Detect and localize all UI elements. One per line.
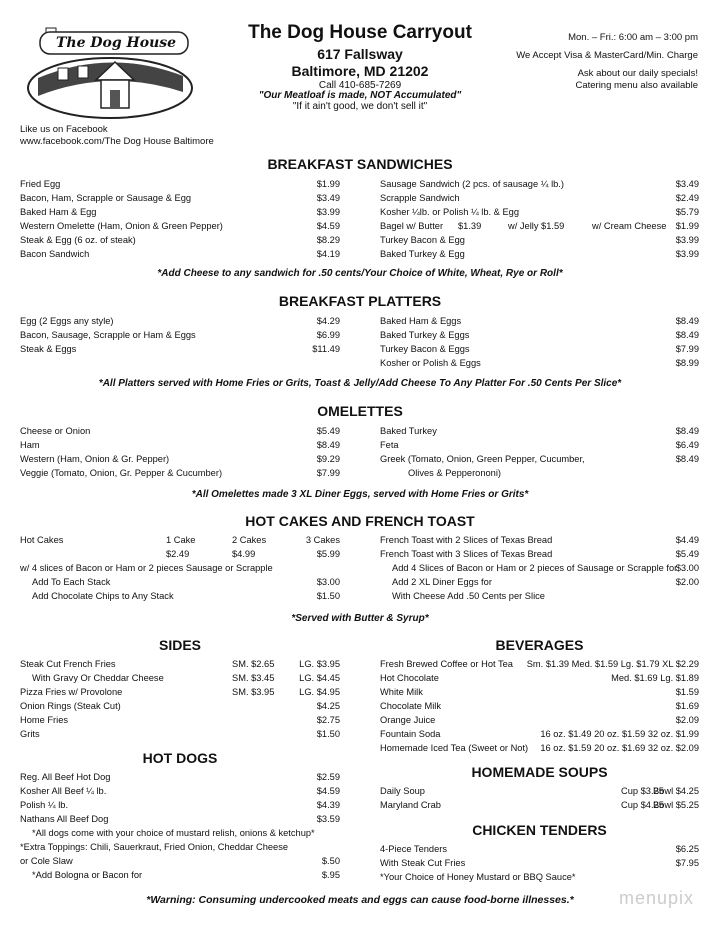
menu-item	[20, 770, 340, 784]
item-name: Fried Egg	[20, 179, 61, 189]
item-name: Steak & Eggs	[20, 344, 77, 354]
item-name: Nathans All Beef Dog	[20, 814, 109, 824]
item-price: $3.59	[316, 814, 340, 824]
item-name: Hot Chocolate	[380, 673, 439, 683]
menu-item: Turkey Bacon & Egg $3.99	[380, 235, 699, 245]
menu-item: Daily Soup Cup $3.25 Bowl $4.25	[380, 786, 699, 796]
menu-item: Add Chocolate Chips to Any Stack $1.50	[32, 591, 340, 601]
menu-item	[20, 219, 340, 233]
item-name: Kosher All Beef ¼ lb.	[20, 786, 107, 796]
item-name: Kosher or Polish & Eggs	[380, 358, 481, 368]
menu-item: Baked Turkey $8.49	[380, 426, 699, 436]
item-price: $6.25	[675, 844, 699, 854]
item-price: $1.59	[675, 687, 699, 697]
item-price: $11.49	[312, 344, 340, 354]
phone: Call 410-685-7269	[318, 80, 402, 91]
menu-item	[20, 314, 340, 328]
menu-item: Onion Rings (Steak Cut) $4.25	[20, 701, 340, 711]
specials-info: Ask about our daily specials!	[577, 68, 698, 79]
hotcakes-note: *Served with Butter & Syrup*	[291, 613, 429, 624]
menu-item	[380, 741, 699, 755]
item-price: $8.99	[675, 358, 699, 368]
item-name: Baked Ham & Egg	[20, 207, 97, 217]
item-name: Cheese or Onion	[20, 426, 91, 436]
section-breakfast-platters: BREAKFAST PLATTERS	[278, 293, 442, 309]
slogan-secondary: "If it ain't good, we don't sell it"	[292, 101, 428, 112]
item-name: Bacon, Sausage, Scrapple or Ham & Eggs	[20, 330, 196, 340]
slogan: "Our Meatloaf is made, NOT Accumulated"	[258, 90, 462, 101]
item-name: Steak & Egg (6 oz. of steak)	[20, 235, 136, 245]
menu-item: Kosher ¼lb. or Polish ¼ lb. & Egg $5.79	[380, 207, 699, 217]
item-price: $7.99	[675, 344, 699, 354]
menu-item: Add To Each Stack $3.00	[32, 577, 340, 587]
item-price: $3.49	[316, 193, 340, 203]
item-price: $8.49	[675, 316, 699, 326]
item-name: Fresh Brewed Coffee or Hot Tea	[380, 659, 513, 669]
hotcakes-header-row: Hot Cakes 1 Cake 2 Cakes 3 Cakes	[20, 535, 340, 545]
menu-item	[20, 452, 340, 466]
menu-item	[20, 191, 340, 205]
item-name: With Steak Cut Fries	[380, 858, 466, 868]
address-street: 617 Fallsway	[317, 46, 403, 62]
item-name: Western (Ham, Onion & Gr. Pepper)	[20, 454, 170, 464]
item-price: 16 oz. $1.49 20 oz. $1.59 32 oz. $1.99	[540, 729, 699, 739]
item-price: 16 oz. $1.59 20 oz. $1.69 32 oz. $2.09	[540, 743, 699, 753]
facebook-label: Like us on Facebook	[20, 124, 108, 135]
platters-note: *All Platters served with Home Fries or Grits, Toast & Jelly/Add Cheese To Any Platter For .50 Cents Per Slice*	[98, 378, 622, 389]
item-price: $4.59	[316, 786, 340, 796]
section-chicken-tenders: CHICKEN TENDERS	[472, 822, 607, 838]
menu-item: Add 2 XL Diner Eggs for $2.00	[392, 577, 699, 587]
item-price: $8.49	[675, 330, 699, 340]
item-name: Bacon Sandwich	[20, 249, 90, 259]
menu-item	[20, 328, 340, 342]
item-price: $1.99	[316, 179, 340, 189]
item-name: Bacon, Ham, Scrapple or Sausage & Egg	[20, 193, 192, 203]
catering-info: Catering menu also available	[575, 80, 698, 91]
item-name: Baked Turkey & Eggs	[380, 330, 470, 340]
item-name: White Milk	[380, 687, 423, 697]
item-price: $8.29	[316, 235, 340, 245]
item-name: Polish ¼ lb.	[20, 800, 69, 810]
menu-item-cont: Olives & Pepperononi)	[408, 468, 502, 478]
menu-item: Feta $6.49	[380, 440, 699, 450]
section-breakfast-sandwiches: BREAKFAST SANDWICHES	[267, 156, 453, 172]
logo-text: The Dog House	[56, 35, 177, 51]
item-price: Sm. $1.39 Med. $1.59 Lg. $1.79 XL $2.29	[526, 659, 699, 669]
menu-item: Pizza Fries w/ Provolone SM. $3.95 LG. $4.95	[20, 687, 340, 697]
hours: Mon. – Fri.: 6:00 am – 3:00 pm	[568, 32, 698, 43]
menu-item	[20, 247, 340, 261]
item-price: $4.59	[316, 221, 340, 231]
hot-dog-coleslaw: or Cole Slaw $.50	[20, 856, 340, 866]
hot-dog-toppings: *Extra Toppings: Chili, Sauerkraut, Fried Onion, Cheddar Cheese	[20, 842, 289, 852]
item-price: $5.49	[316, 426, 340, 436]
item-name: 4-Piece Tenders	[380, 844, 448, 854]
menu-item: Scrapple Sandwich $2.49	[380, 193, 699, 203]
menu-item	[20, 205, 340, 219]
item-price: $2.59	[316, 772, 340, 782]
item-price: $4.39	[316, 800, 340, 810]
menu-item	[20, 812, 340, 826]
hot-dog-bologna: *Add Bologna or Bacon for $.95	[32, 870, 340, 880]
item-price: $6.99	[316, 330, 340, 340]
menu-item: Sausage Sandwich (2 pcs. of sausage ¼ lb.) $3.49	[380, 179, 699, 189]
address-city: Baltimore, MD 21202	[291, 63, 429, 79]
menu-item	[380, 657, 699, 671]
item-name: Egg (2 Eggs any style)	[20, 316, 114, 326]
item-price: $3.99	[316, 207, 340, 217]
menu-item: Baked Turkey & Egg $3.99	[380, 249, 699, 259]
item-name: Orange Juice	[380, 715, 436, 725]
item-name: Fountain Soda	[380, 729, 441, 739]
item-price: $7.99	[316, 468, 340, 478]
menu-item: Greek (Tomato, Onion, Green Pepper, Cucumber, $8.49	[380, 454, 699, 464]
item-price: $1.69	[675, 701, 699, 711]
omelettes-note: *All Omelettes made 3 XL Diner Eggs, served with Home Fries or Grits*	[191, 489, 529, 500]
facebook-info	[20, 124, 214, 148]
item-name: Veggie (Tomato, Onion, Gr. Pepper & Cucumber)	[20, 468, 223, 478]
item-name: Turkey Bacon & Eggs	[380, 344, 470, 354]
menu-item: Add 4 Slices of Bacon or Ham or 2 pieces of Sausage or Scrapple for $3.00	[392, 563, 699, 573]
menu-item: French Toast with 2 Slices of Texas Bread $4.49	[380, 535, 699, 545]
item-name: Baked Ham & Eggs	[380, 316, 462, 326]
menu-item	[380, 342, 699, 356]
section-omelettes: OMELETTES	[317, 403, 403, 419]
section-beverages: BEVERAGES	[495, 637, 584, 653]
menu-item: With Gravy Or Cheddar Cheese SM. $3.45 LG. $4.45	[32, 673, 340, 683]
menu-item	[20, 798, 340, 812]
section-hotcakes: HOT CAKES AND FRENCH TOAST	[245, 513, 475, 529]
item-price: $8.49	[316, 440, 340, 450]
section-hot-dogs: HOT DOGS	[142, 750, 218, 766]
menu-item	[20, 177, 340, 191]
watermark: menupix	[618, 888, 694, 908]
hotcakes-price-row: $2.49 $4.99 $5.99	[166, 549, 340, 559]
menu-item: w/ 4 slices of Bacon or Ham or 2 pieces Sausage or Scrapple	[20, 563, 273, 573]
menu-item	[380, 856, 699, 870]
item-name: Reg. All Beef Hot Dog	[20, 772, 111, 782]
menu-item	[20, 342, 340, 356]
item-price: $4.29	[316, 316, 340, 326]
menu-item	[20, 233, 340, 247]
menu-item	[380, 314, 699, 328]
dog-house-logo	[18, 18, 196, 122]
facebook-url[interactable]: www.facebook.com/The Dog House Baltimore	[20, 136, 214, 147]
item-price: $2.09	[675, 715, 699, 725]
sandwich-note: *Add Cheese to any sandwich for .50 cents/Your Choice of White, Wheat, Rye or Roll*	[157, 268, 563, 279]
menu-item	[20, 466, 340, 480]
payment-info: We Accept Visa & MasterCard/Min. Charge	[516, 50, 698, 61]
hot-dog-note: *All dogs come with your choice of mustard relish, onions & ketchup*	[32, 828, 315, 838]
item-name: Western Omelette (Ham, Onion & Green Pepper)	[20, 221, 223, 231]
food-warning: *Warning: Consuming undercooked meats and eggs can cause food-borne illnesses.*	[146, 894, 574, 906]
item-price: Med. $1.69 Lg. $1.89	[611, 673, 699, 683]
item-name: Chocolate Milk	[380, 701, 441, 711]
menu-item: Maryland Crab Cup $4.25 Bowl $5.25	[380, 800, 699, 810]
menu-item	[380, 727, 699, 741]
menu-item: Steak Cut French Fries SM. $2.65 LG. $3.95	[20, 659, 340, 669]
menu-item: Grits $1.50	[20, 729, 340, 739]
tenders-note: *Your Choice of Honey Mustard or BBQ Sauce*	[380, 872, 576, 882]
menu-item-bagel: Bagel w/ Butter $1.39 w/ Jelly $1.59 w/ Cream Cheese $1.99	[380, 221, 699, 231]
section-sides: SIDES	[158, 637, 201, 653]
menu-item	[380, 671, 699, 685]
item-name: Ham	[20, 440, 40, 450]
item-price: $4.19	[316, 249, 340, 259]
item-price: $7.95	[675, 858, 699, 868]
menu-item	[20, 424, 340, 438]
menu-item	[20, 438, 340, 452]
menu-item: French Toast with 3 Slices of Texas Bread $5.49	[380, 549, 699, 559]
restaurant-name: The Dog House Carryout	[248, 22, 472, 43]
menu-item	[380, 713, 699, 727]
menu-item	[380, 699, 699, 713]
menu-item: With Cheese Add .50 Cents per Slice	[392, 591, 545, 601]
section-soups: HOMEMADE SOUPS	[471, 764, 608, 780]
menu-item	[20, 784, 340, 798]
menu-item	[380, 685, 699, 699]
item-name: Homemade Iced Tea (Sweet or Not)	[380, 743, 529, 753]
menu-item: Home Fries $2.75	[20, 715, 340, 725]
menu-item	[380, 842, 699, 856]
menu-item	[380, 328, 699, 342]
menu-item	[380, 356, 699, 370]
item-price: $9.29	[316, 454, 340, 464]
